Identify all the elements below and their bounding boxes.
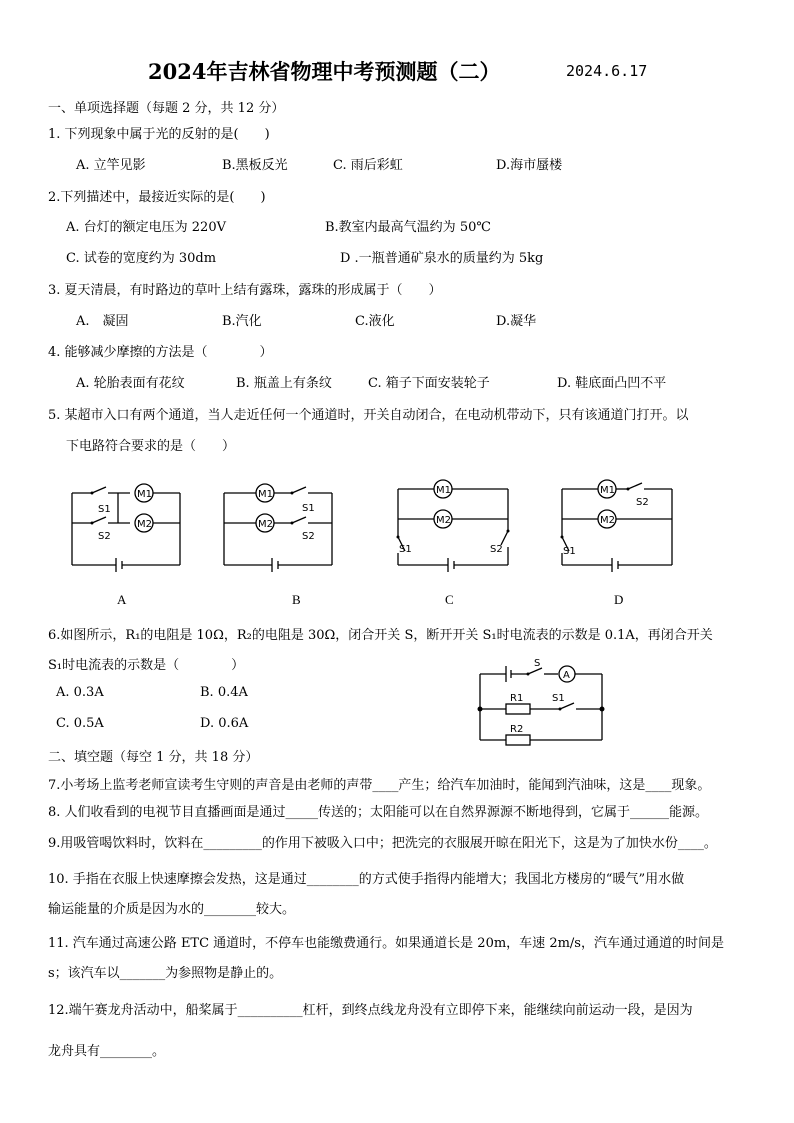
question-9: 9.用吸管喝饮料时，饮料在_________的作用下被吸入口中；把洗完的衣服展开晾在阳光下，这是为了加快水份____。 (48, 836, 717, 851)
label-s: S (534, 658, 541, 669)
label-s1: S1 (552, 693, 565, 704)
question-11-line1: 11. 汽车通过高速公路 ETC 通道时，不停车也能缴费通行。如果通道长是 20m，车速 2m/s，汽车通过通道的时间是 (48, 936, 724, 951)
question-8: 8. 人们收看到的电视节目直播画面是通过_____传送的；太阳能可以在自然界源源不断地得到，它属于______能源。 (48, 805, 709, 820)
label-m2: M2 (436, 515, 451, 526)
q1-option-d: D.海市蜃楼 (496, 158, 563, 173)
question-2-stem: 2.下列描述中，最接近实际的是( ) (48, 190, 266, 205)
label-m1: M1 (600, 485, 615, 496)
question-5-stem-line1: 5. 某超市入口有两个通道，当人走近任何一个通道时，开关自动闭合，在电动机带动下，只有该通道门打开。以 (48, 408, 689, 423)
label-s2: S2 (490, 544, 503, 555)
circuit-label-b: B (292, 592, 301, 607)
q3-option-c: C.液化 (355, 314, 395, 329)
q3-option-a: A. 凝固 (76, 314, 129, 329)
circuit-label-d: D (614, 592, 624, 607)
q2-option-b: B.教室内最高气温约为 50℃ (325, 220, 491, 235)
circuit-diagram-d (560, 475, 678, 575)
q6-option-c: C. 0.5A (56, 716, 104, 731)
circuit-diagram-a (70, 483, 182, 575)
circuit-label-c: C (445, 592, 454, 607)
circuit-label-a: A (117, 592, 127, 607)
exam-date: 2024.6.17 (566, 62, 648, 80)
label-m2: M2 (137, 519, 152, 530)
label-m1: M1 (137, 489, 152, 500)
label-m1: M1 (258, 489, 273, 500)
label-s1: S1 (302, 503, 315, 514)
q3-option-b: B.汽化 (222, 314, 262, 329)
section-heading-choice: 一、单项选择题（每题 2 分，共 12 分） (48, 101, 285, 116)
q2-option-c: C. 试卷的宽度约为 30dm (66, 251, 217, 266)
label-m1: M1 (436, 485, 451, 496)
page-title: 2024年吉林省物理中考预测题（二） (148, 59, 501, 84)
q4-option-b: B. 瓶盖上有条纹 (236, 376, 332, 391)
label-r1: R1 (510, 693, 524, 704)
question-12-line2: 龙舟具有________。 (48, 1044, 166, 1059)
circuit-diagram-q6 (476, 660, 606, 748)
label-r2: R2 (510, 724, 524, 735)
question-3-stem: 3. 夏天清晨，有时路边的草叶上结有露珠，露珠的形成属于（ ） (48, 283, 442, 298)
q6-option-b: B. 0.4A (200, 685, 248, 700)
q4-option-d: D. 鞋底面凸凹不平 (557, 376, 667, 391)
q1-option-b: B.黑板反光 (222, 158, 288, 173)
question-10-line2: 输运能量的介质是因为水的________较大。 (48, 902, 296, 917)
circuit-diagram-b (222, 483, 334, 575)
question-11-line2: s；该汽车以_______为参照物是静止的。 (48, 966, 283, 981)
label-ammeter: A (563, 670, 570, 681)
q6-option-a: A. 0.3A (56, 685, 104, 700)
question-5-stem-line2: 下电路符合要求的是（ ） (66, 439, 236, 454)
q6-option-d: D. 0.6A (200, 716, 249, 731)
label-m2: M2 (600, 515, 615, 526)
question-1-stem: 1. 下列现象中属于光的反射的是( ) (48, 127, 270, 142)
q3-option-d: D.凝华 (496, 314, 537, 329)
q1-option-a: A. 立竿见影 (76, 158, 146, 173)
q4-option-c: C. 箱子下面安装轮子 (368, 376, 490, 391)
circuit-diagram-c (396, 475, 514, 575)
label-s1: S1 (563, 546, 576, 557)
question-7: 7.小考场上监考老师宣读考生守则的声音是由老师的声带____产生；给汽车加油时，能闻到汽油味，这是____现象。 (48, 778, 711, 793)
label-s1: S1 (98, 504, 111, 515)
q1-option-c: C. 雨后彩虹 (333, 158, 403, 173)
label-s2: S2 (636, 497, 649, 508)
section-heading-fill: 二、填空题（每空 1 分，共 18 分） (48, 750, 259, 765)
q2-option-d: D .一瓶普通矿泉水的质量约为 5kg (340, 251, 544, 266)
question-4-stem: 4. 能够减少摩擦的方法是（ ） (48, 345, 273, 360)
q4-option-a: A. 轮胎表面有花纹 (76, 376, 185, 391)
label-s2: S2 (302, 531, 315, 542)
label-s2: S2 (98, 531, 111, 542)
label-m2: M2 (258, 519, 273, 530)
label-s1: S1 (399, 544, 412, 555)
question-10-line1: 10. 手指在衣服上快速摩擦会发热，这是通过________的方式使手指得内能增大；我国北方楼房的“暖气”用水做 (48, 872, 685, 887)
question-6-stem-line1: 6.如图所示，R₁的电阻是 10Ω，R₂的电阻是 30Ω，闭合开关 S，断开开关 S₁时电流表的示数是 0.1A，再闭合开关 (48, 628, 713, 643)
q2-option-a: A. 台灯的额定电压为 220V (66, 220, 226, 235)
question-6-stem-line2: S₁时电流表的示数是（ ） (48, 658, 245, 673)
question-12-line1: 12.端午赛龙舟活动中，船桨属于__________杠杆，到终点线龙舟没有立即停下来，能继续向前运动一段，是因为 (48, 1003, 693, 1018)
